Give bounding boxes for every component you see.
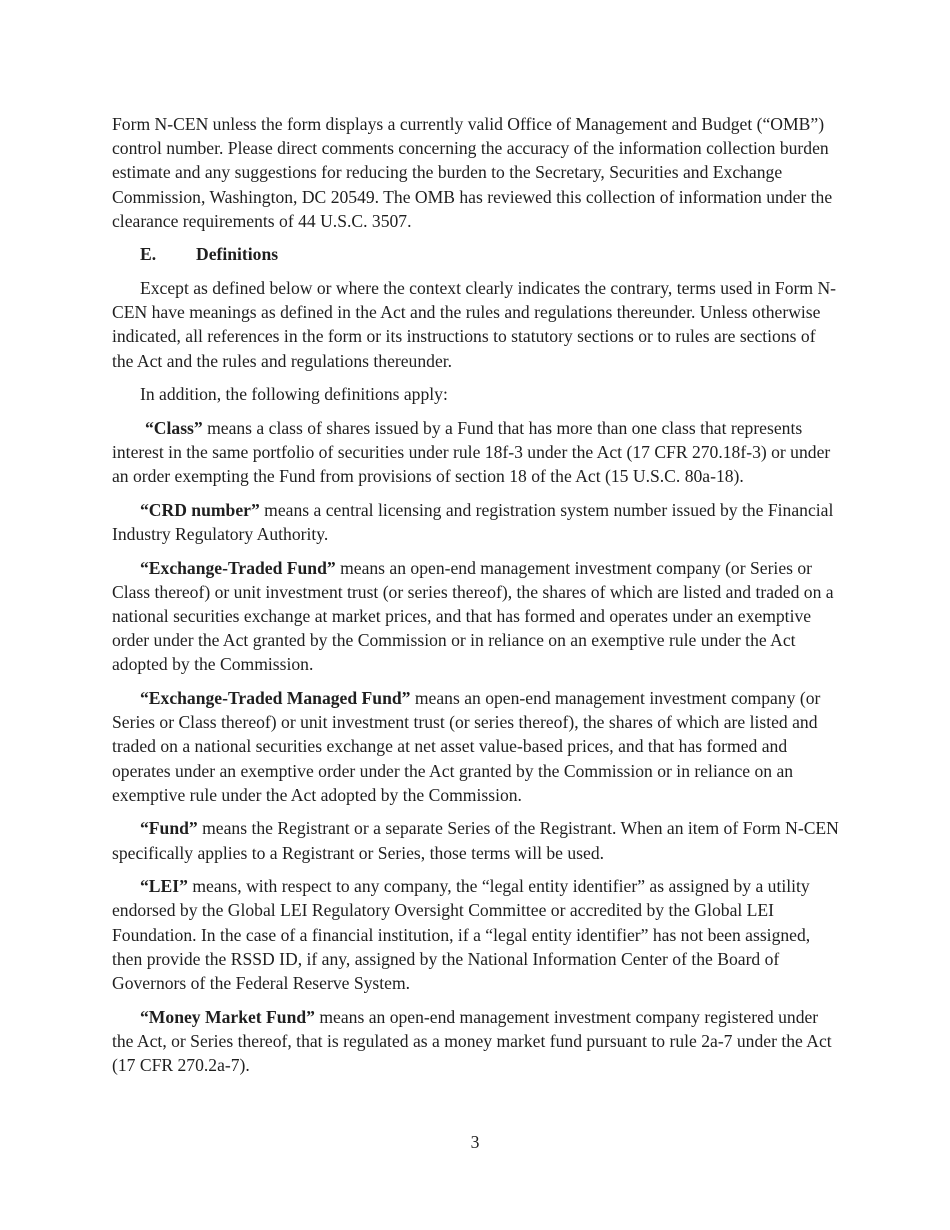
definition-term: “Class” xyxy=(145,417,203,438)
definition-text: means an open-end management investment company (or Series or Class thereof) or unit investment trust (or series thereof), the shares of which are listed and traded on a national securities exchange at net asset value-based prices, and that has formed and operates under an exemptive order under the Act granted by the Commission or in reliance on an exemptive rule under the Act adopted by the Commission. xyxy=(112,688,821,805)
definition-text: means an open-end management investment company registered under the Act, or Series thereof, that is regulated as a money market fund pursuant to rule 2a-7 under the Act (17 CFR 270.2a-7). xyxy=(112,1006,832,1076)
definition-term: “LEI” xyxy=(140,876,188,897)
definition-crd-number xyxy=(112,498,840,546)
definition-term: “CRD number” xyxy=(140,499,260,520)
page-number: 3 xyxy=(470,1132,480,1152)
definition-text: means an open-end management investment company (or Series or Class thereof) or unit investment trust (or series thereof), the shares of which are listed and traded on a national securities exchange at market prices, and that has formed and operates under an exemptive order under the Act granted by the Commission or in reliance on an exemptive rule under the Act adopted by the Commission. xyxy=(112,557,834,675)
definition-exchange-traded-fund xyxy=(112,556,840,677)
definition-term: “Exchange-Traded Fund” xyxy=(140,557,336,578)
preamble-applies: In addition, the following definitions apply: xyxy=(140,384,448,405)
definition-text: means a central licensing and registration system number issued by the Financial Industry Regulatory Authority. xyxy=(112,499,834,544)
definition-text: means the Registrant or a separate Series of the Registrant. When an item of Form N-CEN specifically applies to a Registrant or Series, those terms will be used. xyxy=(112,818,839,863)
definition-text: means, with respect to any company, the “legal entity identifier” as assigned by a utility endorsed by the Global LEI Regulatory Oversight Committee or accredited by the Global LEI Foundation. In the case of a financial institution, if a “legal entity identifier” has not been assigned, then provide the RSSD ID, if any, assigned by the National Information Center of the Board of Governors of the Federal Reserve System. xyxy=(112,876,811,994)
definition-text: means a class of shares issued by a Fund that has more than one class that represents interest in the same portfolio of securities under rule 18f-3 under the Act (17 CFR 270.18f-3) or under an order exempting the Fund from provisions of section 18 of the Act (15 U.S.C. 80a-18). xyxy=(112,417,831,487)
definition-term: “Money Market Fund” xyxy=(140,1006,315,1027)
definition-term: “Exchange-Traded Managed Fund” xyxy=(140,688,411,708)
definition-money-market-fund xyxy=(112,1005,840,1078)
definition-fund xyxy=(112,816,840,864)
document-page xyxy=(112,112,840,1087)
intro-paragraph: Form N-CEN unless the form displays a currently valid Office of Management and Budget (“OMB”) control number. Please direct comments concerning the accuracy of the information collection burden estimate and any suggestions for reducing the burden to the Secretary, Securities and Exchange Commission, Washington, DC 20549. The OMB has reviewed this collection of information under the clearance requirements of 44 U.S.C. 3507. xyxy=(112,114,833,231)
preamble-paragraph: Except as defined below or where the context clearly indicates the contrary, terms used in Form N-CEN have meanings as defined in the Act and the rules and regulations thereunder. Unless otherwise indicated, all references in the form or its instructions to statutory sections or to rules are sections of the Act and the rules and regulations thereunder. xyxy=(112,278,837,371)
section-title: Definitions xyxy=(196,244,279,265)
definition-class xyxy=(112,416,840,489)
section-letter: E. xyxy=(140,244,157,265)
definition-lei xyxy=(112,874,840,995)
section-heading xyxy=(112,242,840,266)
definition-exchange-traded-managed-fund xyxy=(112,686,840,807)
definition-term: “Fund” xyxy=(140,818,198,839)
